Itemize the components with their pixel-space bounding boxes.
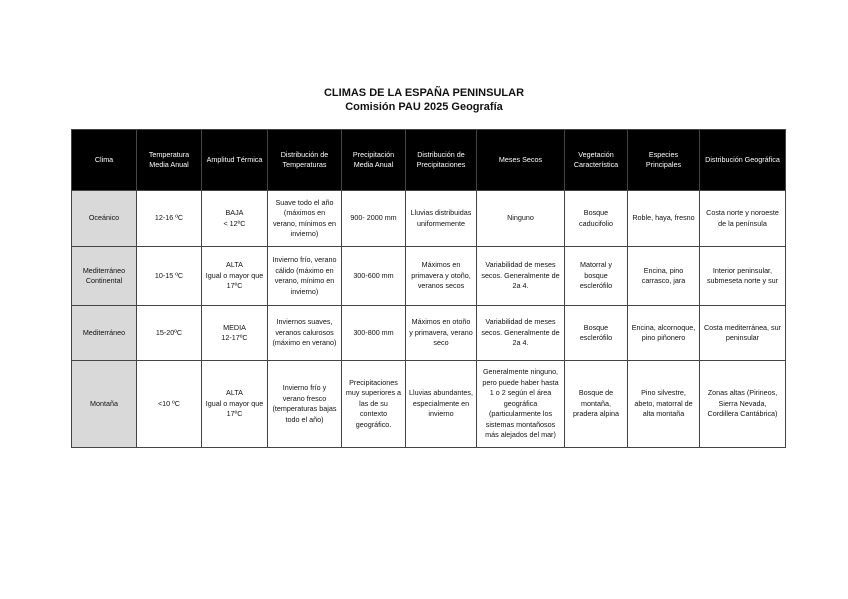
- title-block: [0, 86, 848, 114]
- table-cell: Montaña: [72, 361, 137, 448]
- table-cell: 15-20ºC: [137, 306, 202, 361]
- table-cell: 10-15 ºC: [137, 247, 202, 306]
- table-cell: Zonas altas (Pirineos, Sierra Nevada, Cordillera Cantábrica): [700, 361, 786, 448]
- table-cell: Suave todo el año (máximos en verano, mínimos en invierno): [268, 191, 342, 247]
- table-cell: Invierno frío, verano cálido (máximo en verano, mínimo en invierno): [268, 247, 342, 306]
- table-cell: Lluvias abundantes, especialmente en invierno: [406, 361, 477, 448]
- header-distribucion-temperaturas: Distribución de Temperaturas: [268, 130, 342, 191]
- table-cell: Máximos en primavera y otoño, veranos secos: [406, 247, 477, 306]
- header-meses-secos: Meses Secos: [477, 130, 565, 191]
- header-distribucion-geografica: Distribución Geográfica: [700, 130, 786, 191]
- table-cell: Matorral y bosque esclerófilo: [565, 247, 628, 306]
- table-cell: Mediterráneo Continental: [72, 247, 137, 306]
- table-cell: <10 ºC: [137, 361, 202, 448]
- table-cell: Roble, haya, fresno: [628, 191, 700, 247]
- table-cell: Encina, pino carrasco, jara: [628, 247, 700, 306]
- table-cell: 300-600 mm: [342, 247, 406, 306]
- table-cell: 12-16 ºC: [137, 191, 202, 247]
- table-cell: Interior peninsular, submeseta norte y sur: [700, 247, 786, 306]
- table-cell: Variabilidad de meses secos. Generalmente de 2a 4.: [477, 306, 565, 361]
- table-cell: 300-800 mm: [342, 306, 406, 361]
- table-cell: Ninguno: [477, 191, 565, 247]
- table-cell: Costa mediterránea, sur peninsular: [700, 306, 786, 361]
- header-distribucion-precipitaciones: Distribución de Precipitaciones: [406, 130, 477, 191]
- table-cell: Pino silvestre, abeto, matorral de alta montaña: [628, 361, 700, 448]
- table-header-row: [72, 130, 786, 191]
- table-cell: Lluvias distribuidas uniformemente: [406, 191, 477, 247]
- table-row: [72, 247, 786, 306]
- table-cell: Bosque esclerófilo: [565, 306, 628, 361]
- header-vegetacion: Vegetación Característica: [565, 130, 628, 191]
- header-especies: Especies Principales: [628, 130, 700, 191]
- table-cell: Precipitaciones muy superiores a las de su contexto geográfico.: [342, 361, 406, 448]
- header-temperatura-media: Temperatura Media Anual: [137, 130, 202, 191]
- table-cell: Mediterráneo: [72, 306, 137, 361]
- table-cell: Oceánico: [72, 191, 137, 247]
- table-cell: Generalmente ninguno, pero puede haber hasta 1 o 2 según el área geográfica (particularmente los sistemas montañosos más alejados del mar): [477, 361, 565, 448]
- table-row: [72, 191, 786, 247]
- table-cell: 900- 2000 mm: [342, 191, 406, 247]
- table-row: [72, 361, 786, 448]
- table-cell: Bosque caducifolio: [565, 191, 628, 247]
- table-cell: Costa norte y noroeste de la península: [700, 191, 786, 247]
- table-cell: Encina, alcornoque, pino piñonero: [628, 306, 700, 361]
- table-cell: ALTA Igual o mayor que 17ºC: [202, 247, 268, 306]
- document-title: CLIMAS DE LA ESPAÑA PENINSULAR: [323, 87, 525, 99]
- table-cell: Invierno frío y verano fresco (temperaturas bajas todo el año): [268, 361, 342, 448]
- table-cell: Variabilidad de meses secos. Generalmente de 2a 4.: [477, 247, 565, 306]
- document-subtitle: Comisión PAU 2025 Geografía: [345, 101, 503, 113]
- table-cell: Inviernos suaves, veranos calurosos (máximo en verano): [268, 306, 342, 361]
- table-cell: ALTA Igual o mayor que 17ºC: [202, 361, 268, 448]
- table-cell: Máximos en otoño y primavera, verano seco: [406, 306, 477, 361]
- table-cell: MEDIA 12-17ºC: [202, 306, 268, 361]
- header-amplitud-termica: Amplitud Térmica: [202, 130, 268, 191]
- header-clima: Clima: [72, 130, 137, 191]
- table-cell: BAJA < 12ºC: [202, 191, 268, 247]
- table-cell: Bosque de montaña, pradera alpina: [565, 361, 628, 448]
- table-row: [72, 306, 786, 361]
- header-precipitacion-media: Precipitación Media Anual: [342, 130, 406, 191]
- climate-table: [71, 129, 786, 448]
